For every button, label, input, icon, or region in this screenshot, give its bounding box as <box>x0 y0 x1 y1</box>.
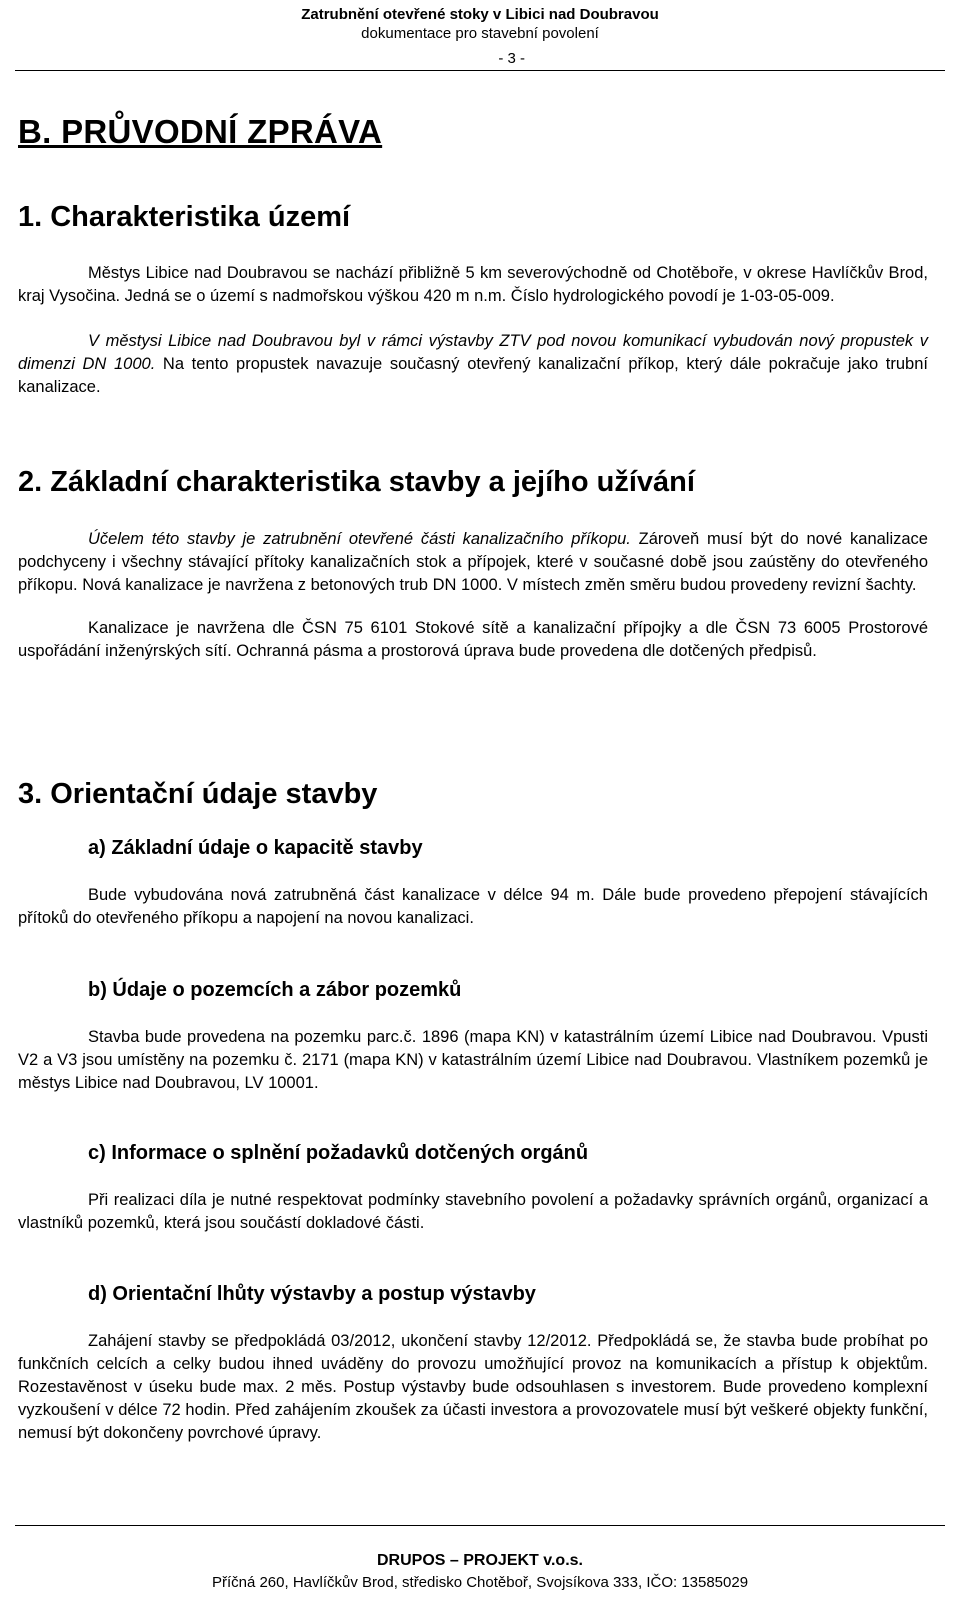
document-subtitle: dokumentace pro stavební povolení <box>361 25 599 42</box>
page-footer <box>0 1550 960 1594</box>
footer-company: DRUPOS – PROJEKT v.o.s. <box>377 1552 583 1569</box>
subsection-a-heading: a) Základní údaje o kapacitě stavby <box>88 837 423 859</box>
subsection-c-text: Při realizaci díla je nutné respektovat podmínky stavebního povolení a požadavky správních orgánů, organizací a vlastníků pozemků, která jsou součástí dokladové části. <box>18 1191 928 1232</box>
footer-address: Příčná 260, Havlíčkův Brod, středisko Chotěboř, Svojsíkova 333, IČO: 13585029 <box>211 1574 749 1591</box>
header-divider <box>15 70 945 71</box>
page-number: - 3 - <box>498 50 525 67</box>
subsection-d-heading: d) Orientační lhůty výstavby a postup výstavby <box>88 1283 536 1305</box>
section-2-heading: 2. Základní charakteristika stavby a jejího užívání <box>18 466 695 498</box>
section-2-paragraph-1-italic: Účelem této stavby je zatrubnění otevřené části kanalizačního příkopu. <box>88 530 631 548</box>
section-1-paragraph-2-italic: V městysi Libice nad Doubravou byl v rámci výstavby ZTV pod novou komunikací vybudován nový propustek v dimenzi DN 1000. <box>18 332 928 373</box>
page-header <box>0 6 960 44</box>
section-3-heading: 3. Orientační údaje stavby <box>18 778 378 810</box>
document-title: Zatrubnění otevřené stoky v Libici nad Doubravou <box>301 6 659 23</box>
section-1-paragraph-2 <box>18 330 928 399</box>
subsection-b-text: Stavba bude provedena na pozemku parc.č. 1896 (mapa KN) v katastrálním území Libice nad Doubravou. Vpusti V2 a V3 jsou umístěny na pozemku č. 2171 (mapa KN) v katastrálním území Libice nad Doubravou. Vlastníkem pozemků je městys Libice nad Doubravou, LV 10001. <box>18 1028 928 1092</box>
subsection-b-heading: b) Údaje o pozemcích a zábor pozemků <box>88 979 462 1001</box>
section-2-paragraph-2: Kanalizace je navržena dle ČSN 75 6101 Stokové sítě a kanalizační přípojky a dle ČSN 73 6005 Prostorové uspořádání inženýrských sítí. Ochranná pásma a prostorová úprava bude provedena dle dotčených předpisů. <box>18 619 928 660</box>
subsection-a-text: Bude vybudována nová zatrubněná část kanalizace v délce 94 m. Dále bude provedeno přepojení stávajících přítoků do otevřeného příkopu a napojení na novou kanalizaci. <box>18 886 928 927</box>
section-2-paragraph-1-rest: Zároveň musí být do nové kanalizace podchyceny i všechny stávající přítoky kanalizačních stok a přípojek, které v současné době jsou zaústěny do otevřeného příkopu. Nová kanalizace je navržena z betonových trub DN 1000. V místech změn směru budou provedeny revizní šachty. <box>18 530 928 594</box>
section-1-heading: 1. Charakteristika území <box>18 201 351 233</box>
subsection-c-heading: c) Informace o splnění požadavků dotčených orgánů <box>88 1142 589 1164</box>
section-1-paragraph-2-rest: Na tento propustek navazuje současný otevřený kanalizační příkop, který dále pokračuje jako trubní kanalizace. <box>18 355 928 396</box>
main-title: B. PRŮVODNÍ ZPRÁVA <box>18 113 383 150</box>
footer-divider <box>15 1525 945 1526</box>
subsection-d-text: Zahájení stavby se předpokládá 03/2012, ukončení stavby 12/2012. Předpokládá se, že stavba bude probíhat po funkčních celcích a celky budou ihned uváděny do provozu umožňující provoz na komunikacích a přístup k objektům. Rozestavěnost v úseku bude max. 2 měs. Postup výstavby bude odsouhlasen s investorem. Bude provedeno komplexní vyzkoušení v délce 72 hodin. Před zahájením zkoušek za účasti investora a provozovatele musí být veškeré objekty funkční, nemusí být dokončeny povrchové úpravy. <box>18 1332 928 1442</box>
section-2-paragraph-1 <box>18 528 928 597</box>
section-1-paragraph-1: Městys Libice nad Doubravou se nachází přibližně 5 km severovýchodně od Chotěboře, v okrese Havlíčkův Brod, kraj Vysočina. Jedná se o území s nadmořskou výškou 420 m n.m. Číslo hydrologického povodí je 1-03-05-009. <box>18 264 928 305</box>
